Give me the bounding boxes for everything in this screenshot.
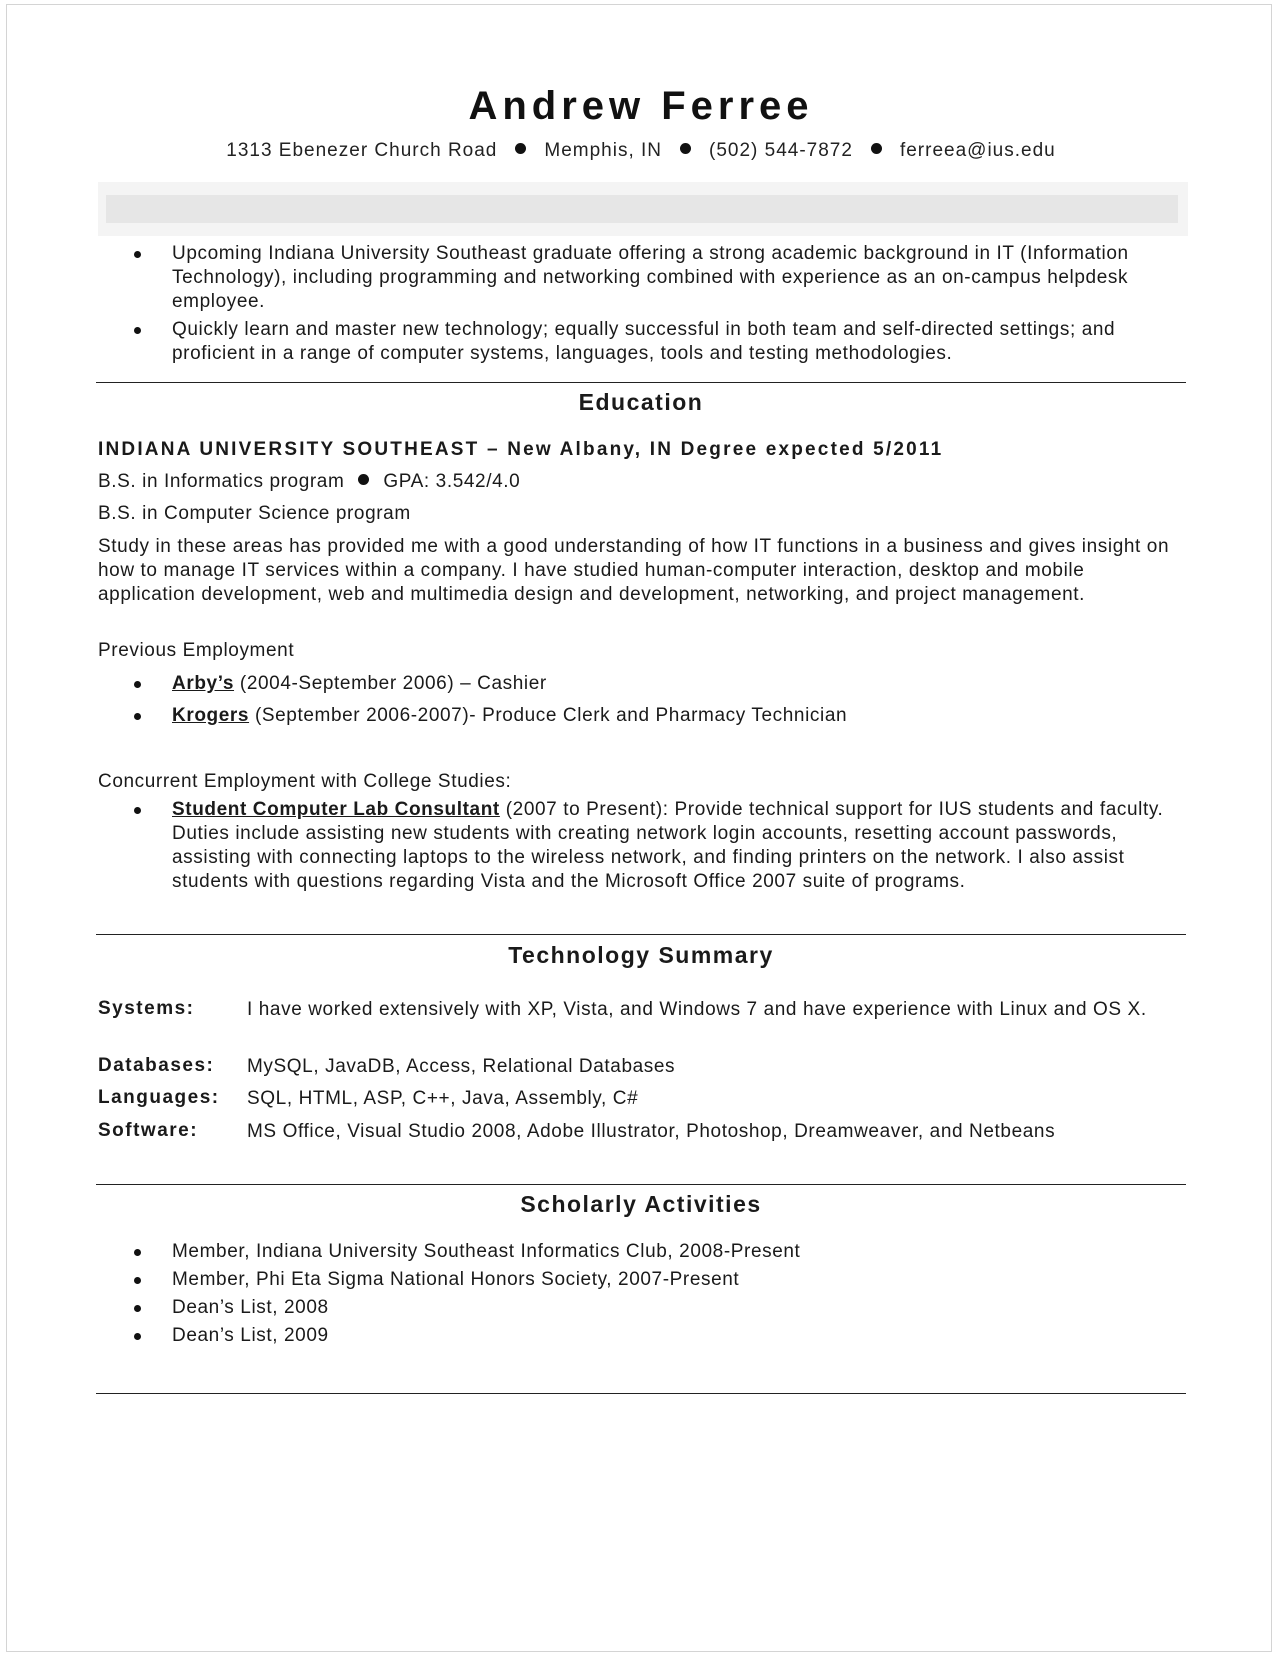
bullet-icon: [134, 681, 141, 688]
bullet-icon: [134, 251, 141, 258]
concurrent-employment-label: Concurrent Employment with College Studies:: [98, 771, 512, 792]
bullet-icon: [134, 713, 141, 720]
employer-name: Arby’s: [172, 673, 235, 694]
scholarly-title: Scholarly Activities: [520, 1191, 762, 1217]
scholarly-item: Member, Phi Eta Sigma National Honors Society, 2007-Present: [134, 1268, 1174, 1292]
contact-email: ferreea@ius.edu: [899, 140, 1056, 161]
contact-line: [96, 140, 1186, 162]
tech-label-databases: Databases:: [98, 1055, 215, 1076]
bullet-separator-icon: [515, 143, 526, 154]
bullet-icon: [134, 1305, 141, 1312]
scholarly-list: [134, 1240, 1174, 1348]
tech-label-languages: Languages:: [98, 1087, 220, 1108]
concurrent-employment-list: [134, 798, 1174, 894]
employment-item: Student Computer Lab Consultant (2007 to Present): Provide technical support for IUS students and faculty. Duties include assisting new students with creating network login accounts, resetting account passwords, assisting with connecting laptops to the wireless network, and finding printers on the network. I also assist students with questions regarding Vista and the Microsoft Office 2007 suite of programs.: [134, 798, 1174, 894]
scholarly-item: Dean’s List, 2009: [134, 1324, 1174, 1348]
study-paragraph: Study in these areas has provided me with a good understanding of how IT functions in a business and gives insight on how to manage IT services within a company. I have studied human-computer interaction, desktop and mobile application development, web and multimedia design and development, networking, and project management.: [98, 536, 1170, 605]
cs-program-line: B.S. in Computer Science program: [98, 503, 411, 524]
section-divider: [96, 934, 1186, 935]
tech-value-databases: MySQL, JavaDB, Access, Relational Databases: [247, 1056, 676, 1077]
scholarly-item: Dean’s List, 2008: [134, 1296, 1174, 1320]
bullet-icon: [134, 1277, 141, 1284]
previous-employment-label: Previous Employment: [98, 640, 295, 661]
education-title: Education: [578, 389, 704, 415]
employer-name: Krogers: [172, 705, 250, 726]
previous-employment-list: [134, 672, 1174, 728]
section-divider: [96, 1184, 1186, 1185]
candidate-name: Andrew Ferree: [468, 84, 814, 128]
technology-title: Technology Summary: [508, 942, 774, 968]
tech-value-languages: SQL, HTML, ASP, C++, Java, Assembly, C#: [247, 1088, 639, 1109]
role-name: Student Computer Lab Consultant: [172, 799, 500, 820]
summary-item: Upcoming Indiana University Southeast graduate offering a strong academic background in IT (Information Technology), including programming and networking combined with experience as an on-campus helpdesk employee.: [134, 242, 1174, 314]
tech-value-systems: I have worked extensively with XP, Vista, and Windows 7 and have experience with Linux and OS X.: [247, 999, 1147, 1020]
section-divider: [96, 382, 1186, 383]
contact-address: 1313 Ebenezer Church Road: [226, 140, 498, 161]
employment-item: Arby’s (2004-September 2006) – Cashier: [134, 672, 1174, 696]
bullet-separator-icon: [358, 474, 369, 485]
bullet-icon: [134, 807, 141, 814]
bullet-icon: [134, 1333, 141, 1340]
informatics-line: B.S. in Informatics program GPA: 3.542/4.0: [98, 471, 521, 492]
summary-header-bar-inner: [106, 195, 1178, 223]
bullet-separator-icon: [871, 143, 882, 154]
tech-value-software: MS Office, Visual Studio 2008, Adobe Illustrator, Photoshop, Dreamweaver, and Netbeans: [247, 1121, 1056, 1142]
summary-list: [134, 242, 1174, 366]
contact-city: Memphis, IN: [544, 140, 663, 161]
contact-phone: (502) 544-7872: [709, 140, 853, 161]
bullet-separator-icon: [680, 143, 691, 154]
bullet-icon: [134, 1249, 141, 1256]
scholarly-item: Member, Indiana University Southeast Informatics Club, 2008-Present: [134, 1240, 1174, 1264]
summary-item: Quickly learn and master new technology; equally successful in both team and self-directed settings; and proficient in a range of computer systems, languages, tools and testing methodologies.: [134, 318, 1174, 366]
tech-label-systems: Systems:: [98, 998, 195, 1019]
section-divider: [96, 1393, 1186, 1394]
tech-label-software: Software:: [98, 1120, 199, 1141]
employment-item: Krogers (September 2006-2007)- Produce Clerk and Pharmacy Technician: [134, 704, 1174, 728]
bullet-icon: [134, 327, 141, 334]
school-heading: INDIANA UNIVERSITY SOUTHEAST – New Albany, IN Degree expected 5/2011: [98, 439, 944, 460]
